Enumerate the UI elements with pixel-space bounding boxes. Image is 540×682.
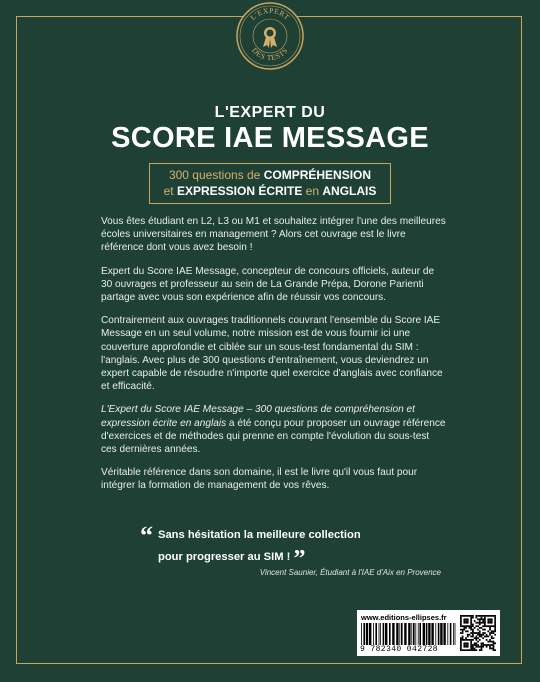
paragraph-4 bbox=[101, 403, 446, 456]
subtitle-line-1 bbox=[150, 167, 390, 183]
subtitle-text: en bbox=[302, 184, 323, 198]
quote-author: Vincent Saunier, Étudiant à l'IAE d'Aix en Provence bbox=[259, 568, 441, 577]
subtitle-emphasis: COMPRÉHENSION bbox=[263, 168, 372, 182]
book-title-italic: L'Expert du Score IAE Message – 300 questions de compréhension et expression écrite en anglais bbox=[101, 404, 415, 429]
paragraph-4-rest: a été conçu pour proposer un ouvrage référence d'exercices et de méthodes qui prenne en compte l'évolution du sous-test ces dernières années. bbox=[101, 417, 446, 456]
subtitle-emphasis: EXPRESSION ÉCRITE bbox=[176, 184, 303, 198]
barcode-box bbox=[357, 610, 500, 656]
barcode-icon bbox=[361, 623, 456, 645]
subtitle-box bbox=[149, 163, 391, 204]
seal-top-text: L'EXPERT bbox=[248, 5, 292, 22]
subtitle-line-2 bbox=[150, 183, 390, 199]
close-quote-icon: ” bbox=[293, 546, 306, 572]
qr-code-icon bbox=[460, 615, 496, 651]
title-small: L'EXPERT DU bbox=[214, 104, 326, 121]
isbn-number: 9 782340 042728 bbox=[360, 645, 439, 654]
open-quote-icon: “ bbox=[140, 521, 153, 550]
subtitle-text: 300 questions de bbox=[168, 168, 264, 182]
subtitle-text: et bbox=[163, 184, 177, 198]
quote-line-2 bbox=[158, 543, 428, 572]
expert-seal-icon bbox=[236, 2, 304, 70]
seal-bottom-text: DES TESTS bbox=[250, 45, 290, 63]
quote-line-1: Sans hésitation la meilleure collection bbox=[158, 529, 361, 541]
paragraph-2: Expert du Score IAE Message, concepteur de concours officiels, auteur de 30 ouvrages et professeur au sein de La Grande Prépa, Dorone Parienti partage avec vous son expérience afin de réussir vos concours. bbox=[101, 265, 435, 304]
quote-text bbox=[158, 527, 428, 572]
subtitle-emphasis: ANGLAIS bbox=[322, 184, 377, 198]
paragraph-5: Véritable référence dans son domaine, il est le livre qu'il vous faut pour intégrer la formation de management de vos rêves. bbox=[101, 467, 418, 492]
title-big: SCORE IAE MESSAGE bbox=[111, 122, 429, 154]
quote-line-2-text: pour progresser au SIM ! bbox=[158, 551, 291, 563]
back-cover-description bbox=[101, 215, 446, 503]
paragraph-1: Vous êtes étudiant en L2, L3 ou M1 et souhaitez intégrer l'une des meilleures écoles universitaires en management ? Alors cet ouvrage est le livre référence dont vous avez besoin ! bbox=[101, 216, 446, 254]
publisher-url: www.editions-ellipses.fr bbox=[361, 613, 447, 622]
paragraph-3: Contrairement aux ouvrages traditionnels couvrant l'ensemble du Score IAE Message en un seul volume, notre mission est de vous fournir ici une couverture approfondie et ciblée sur un sous-test fondamental du SIM : l'anglais. Avec plus de 300 questions d'entraînement, vous deviendrez un expert capable de résoudre n'importe quel exercice d'anglais avec confiance et efficacité. bbox=[101, 315, 443, 393]
